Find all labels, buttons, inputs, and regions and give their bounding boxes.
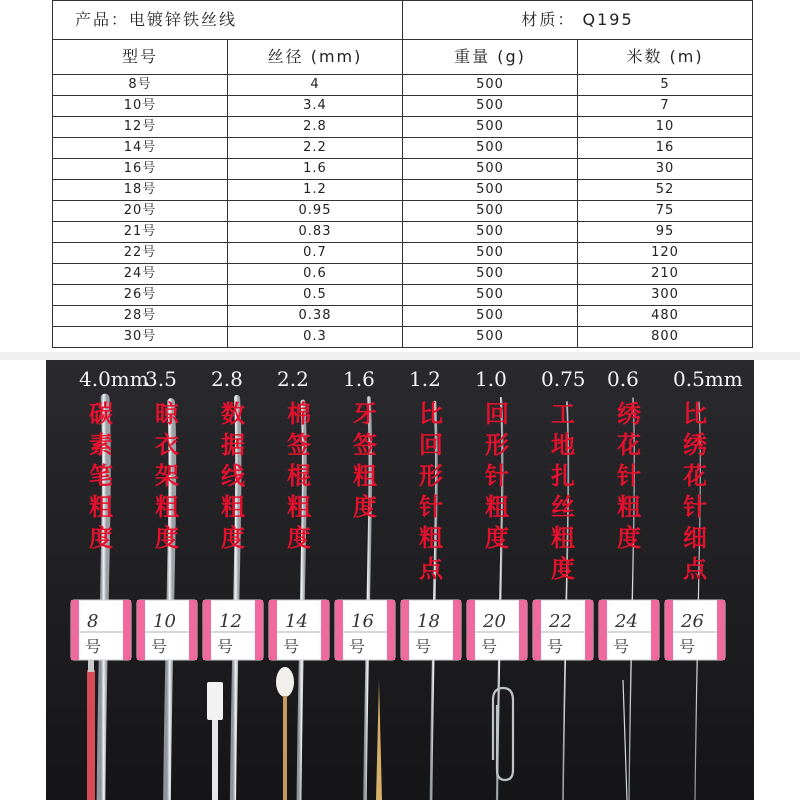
tag-unit: 号 (217, 637, 234, 656)
tag-edge-right (189, 600, 197, 660)
table-cell: 210 (578, 264, 753, 285)
table-cell: 500 (403, 75, 578, 96)
table-cell: 10 (578, 117, 753, 138)
cotton-tip (276, 667, 294, 697)
tag-number: 20 (483, 611, 506, 632)
tag-unit: 号 (481, 637, 498, 656)
wire-size-label: 2.2 (277, 367, 309, 391)
table-cell: 500 (403, 243, 578, 264)
table-cell: 22号 (53, 243, 228, 264)
tag-edge-left (665, 600, 673, 660)
table-cell: 95 (578, 222, 753, 243)
wire-description-char: 比 (419, 400, 443, 428)
wire-description-char: 花 (617, 431, 641, 459)
tag-unit: 号 (283, 637, 300, 656)
table-row (53, 117, 753, 138)
wire-description-char: 形 (485, 431, 509, 459)
tag-number: 14 (285, 611, 308, 632)
wire-description-char: 回 (485, 400, 509, 428)
column-header: 丝径 (mm) (228, 40, 403, 75)
wire-description-char: 回 (419, 431, 443, 459)
tag-edge-left (533, 600, 541, 660)
wire-size-label: 1.2 (409, 367, 441, 391)
wire-description-char: 衣 (155, 431, 179, 459)
wire-description-char: 地 (551, 431, 575, 459)
tag-edge-right (123, 600, 131, 660)
wire-description-char: 粗 (551, 524, 575, 552)
column-header: 米数 (m) (578, 40, 753, 75)
tag-unit: 号 (415, 637, 432, 656)
table-cell: 24号 (53, 264, 228, 285)
wire-description-char: 粗 (287, 493, 311, 521)
table-cell: 5 (578, 75, 753, 96)
column-header: 型号 (53, 40, 228, 75)
tag-unit: 号 (613, 637, 630, 656)
tag-unit: 号 (547, 637, 564, 656)
wire-description-char: 粗 (485, 493, 509, 521)
tag-unit: 号 (85, 637, 102, 656)
table-row (53, 243, 753, 264)
tag-edge-right (717, 600, 725, 660)
wire-description-char: 线 (221, 462, 245, 490)
product-label: 产品：电镀锌铁丝线 (53, 1, 403, 40)
table-cell: 12号 (53, 117, 228, 138)
table-cell: 500 (403, 285, 578, 306)
wire-description-char: 粗 (617, 493, 641, 521)
wire-description-char: 绣 (683, 431, 707, 459)
wire-size-label: 0.5mm (673, 367, 743, 391)
wire-description-char: 工 (551, 400, 575, 428)
material-label: 材质： Q195 (403, 1, 753, 40)
tag-edge-right (387, 600, 395, 660)
table-cell: 0.95 (228, 201, 403, 222)
tag-number: 16 (351, 611, 374, 632)
tag-edge-right (255, 600, 263, 660)
table-cell: 0.83 (228, 222, 403, 243)
table-cell: 3.4 (228, 96, 403, 117)
tag-number: 18 (417, 611, 440, 632)
wire-comparison-photo (46, 360, 754, 800)
table-cell: 21号 (53, 222, 228, 243)
wire-description-char: 针 (617, 462, 641, 490)
wire-description-char: 笔 (89, 462, 113, 490)
tag-edge-right (585, 600, 593, 660)
table-row (53, 264, 753, 285)
tag-edge-left (203, 600, 211, 660)
table-cell: 120 (578, 243, 753, 264)
wire-description-char: 素 (89, 431, 113, 459)
table-cell: 2.8 (228, 117, 403, 138)
usb-connector (207, 682, 223, 720)
wire-description-char: 绣 (617, 400, 641, 428)
wire-description-char: 架 (155, 462, 179, 490)
wire-size-label: 4.0mm (79, 367, 149, 391)
table-cell: 16 (578, 138, 753, 159)
table-row (53, 159, 753, 180)
wire-description-char: 碳 (89, 400, 113, 428)
table-cell: 500 (403, 264, 578, 285)
table-cell: 480 (578, 306, 753, 327)
wire-description-char: 粗 (419, 524, 443, 552)
table-cell: 500 (403, 138, 578, 159)
tag-edge-left (137, 600, 145, 660)
table-cell: 26号 (53, 285, 228, 306)
wire-description-char: 度 (89, 524, 113, 552)
table-cell: 500 (403, 96, 578, 117)
wire-size-label: 0.75 (541, 367, 586, 391)
tag-number: 26 (681, 611, 704, 632)
spec-table (52, 0, 753, 348)
tag-unit: 号 (151, 637, 168, 656)
tag-number: 12 (219, 611, 242, 632)
tag-edge-right (519, 600, 527, 660)
table-row (53, 285, 753, 306)
wire-description-char: 度 (155, 524, 179, 552)
wire-size-label: 1.6 (343, 367, 375, 391)
wire-description-char: 粗 (353, 462, 377, 490)
wire-description-char: 棍 (287, 462, 311, 490)
column-header: 重量 (g) (403, 40, 578, 75)
table-cell: 1.6 (228, 159, 403, 180)
wire-description-char: 数 (221, 400, 245, 428)
pen-tip (88, 660, 94, 672)
table-cell: 20号 (53, 201, 228, 222)
table-cell: 28号 (53, 306, 228, 327)
table-cell: 7 (578, 96, 753, 117)
table-cell: 52 (578, 180, 753, 201)
divider-band (0, 352, 800, 360)
wire-description-char: 扎 (551, 462, 575, 490)
wire-description-char: 粗 (155, 493, 179, 521)
wire-description-char: 度 (221, 524, 245, 552)
table-cell: 30 (578, 159, 753, 180)
wire-description-char: 棉 (287, 400, 311, 428)
tag-edge-left (599, 600, 607, 660)
tag-edge-left (467, 600, 475, 660)
wire-description-char: 粗 (221, 493, 245, 521)
pen-refill (87, 670, 95, 800)
table-title-row (53, 1, 753, 40)
tag-unit: 号 (679, 637, 696, 656)
table-cell: 0.7 (228, 243, 403, 264)
wire-description-char: 签 (353, 431, 377, 459)
table-row (53, 138, 753, 159)
tag-edge-right (321, 600, 329, 660)
wire-description-char: 针 (485, 462, 509, 490)
wire-description-char: 粗 (89, 493, 113, 521)
table-cell: 2.2 (228, 138, 403, 159)
table-cell: 8号 (53, 75, 228, 96)
table-row (53, 180, 753, 201)
wire-description-char: 花 (683, 462, 707, 490)
tag-number: 10 (153, 611, 176, 632)
table-row (53, 306, 753, 327)
table-row (53, 96, 753, 117)
tag-edge-right (453, 600, 461, 660)
table-cell: 0.5 (228, 285, 403, 306)
wire-size-label: 2.8 (211, 367, 243, 391)
table-cell: 500 (403, 222, 578, 243)
table-row (53, 327, 753, 348)
tag-edge-left (71, 600, 79, 660)
table-cell: 300 (578, 285, 753, 306)
photo-canvas (46, 360, 754, 800)
wire-description-char: 牙 (353, 400, 377, 428)
wire-description-char: 签 (287, 431, 311, 459)
wire-description-char: 细 (683, 524, 707, 552)
table-cell: 0.6 (228, 264, 403, 285)
table-cell: 4 (228, 75, 403, 96)
table-cell: 500 (403, 180, 578, 201)
table-cell: 75 (578, 201, 753, 222)
table-cell: 500 (403, 159, 578, 180)
wire-description-char: 度 (287, 524, 311, 552)
usb-cable (212, 720, 218, 800)
table-cell: 500 (403, 201, 578, 222)
table-cell: 500 (403, 306, 578, 327)
tag-number: 8 (87, 611, 99, 632)
wire-size-label: 3.5 (145, 367, 177, 391)
tag-edge-left (401, 600, 409, 660)
table-cell: 18号 (53, 180, 228, 201)
wire-description-char: 针 (419, 493, 443, 521)
table-cell: 500 (403, 117, 578, 138)
table-cell: 800 (578, 327, 753, 348)
tag-edge-right (651, 600, 659, 660)
wire-description-char: 丝 (551, 493, 575, 521)
table-cell: 0.3 (228, 327, 403, 348)
wire-description-char: 点 (419, 555, 443, 583)
wire-size-label: 1.0 (475, 367, 507, 391)
table-cell: 1.2 (228, 180, 403, 201)
wire-description-char: 比 (683, 400, 707, 428)
tag-unit: 号 (349, 637, 366, 656)
table-cell: 16号 (53, 159, 228, 180)
wire-description-char: 针 (683, 493, 707, 521)
swab-stick (283, 696, 287, 800)
wire-description-char: 度 (551, 555, 575, 583)
table-header-row (53, 40, 753, 75)
table-cell: 0.38 (228, 306, 403, 327)
table-cell: 500 (403, 327, 578, 348)
wire-description-char: 点 (683, 555, 707, 583)
table-cell: 30号 (53, 327, 228, 348)
table-row (53, 201, 753, 222)
table-cell: 10号 (53, 96, 228, 117)
table-row (53, 222, 753, 243)
wire-description-char: 度 (353, 493, 377, 521)
table-cell: 14号 (53, 138, 228, 159)
tag-number: 22 (549, 611, 572, 632)
wire-description-char: 度 (485, 524, 509, 552)
photo-background (46, 360, 754, 800)
tag-number: 24 (615, 611, 638, 632)
table-row (53, 75, 753, 96)
wire-description-char: 晾 (155, 400, 179, 428)
wire-description-char: 据 (221, 431, 245, 459)
wire-size-label: 0.6 (607, 367, 639, 391)
tag-edge-left (335, 600, 343, 660)
wire-description-char: 形 (419, 462, 443, 490)
wire-description-char: 度 (617, 524, 641, 552)
tag-edge-left (269, 600, 277, 660)
